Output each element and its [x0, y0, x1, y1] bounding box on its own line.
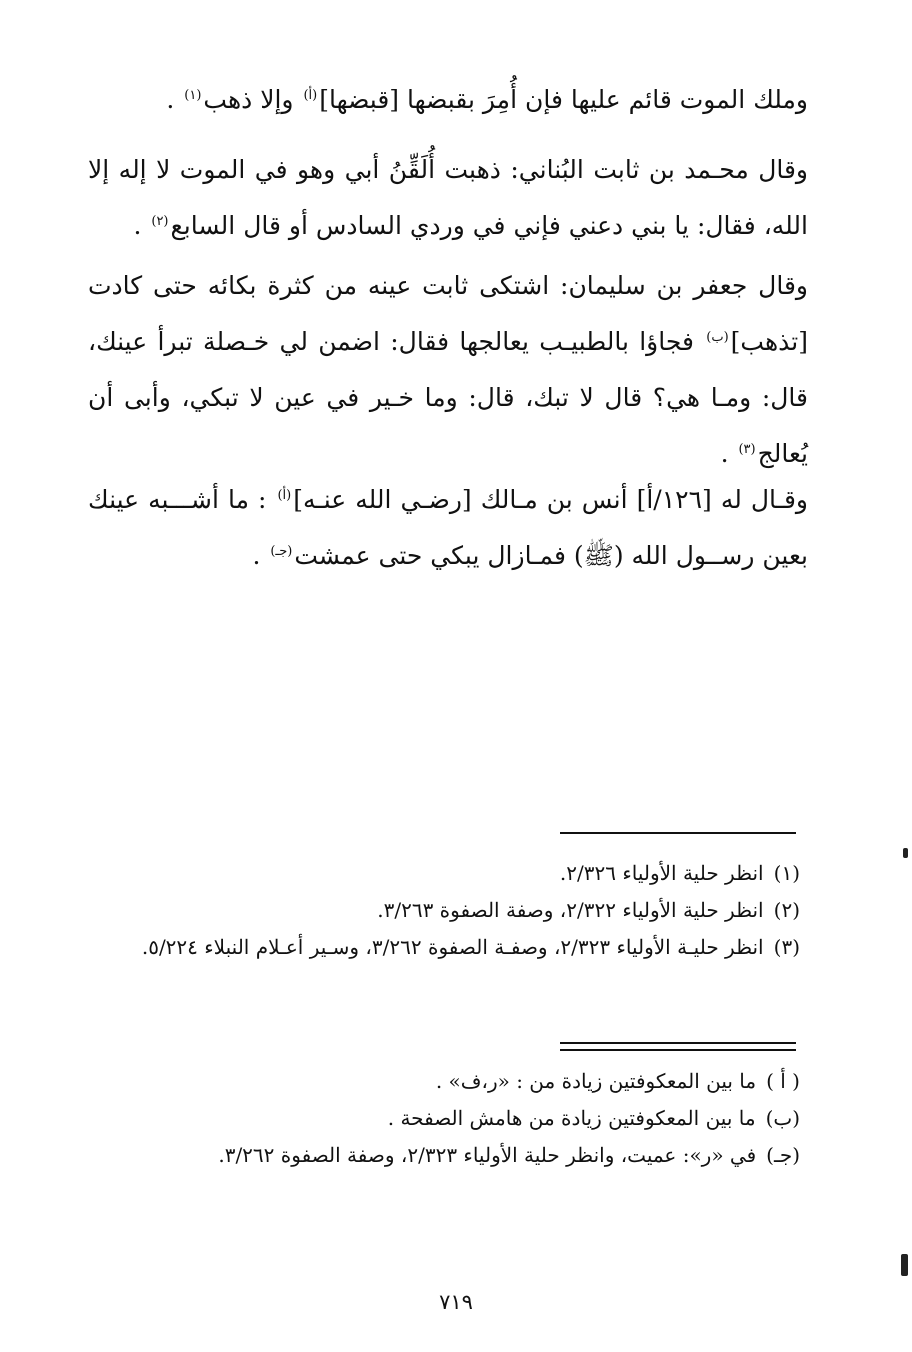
paragraph-1-text-b: وإلا ذهب	[203, 85, 302, 114]
variant-note-letter: (ب)	[765, 1106, 800, 1130]
footnote-1	[84, 855, 800, 892]
footnote-number: (١)	[773, 861, 800, 885]
page-number: ٧١٩	[439, 1290, 473, 1314]
paragraph-3-text-c: .	[720, 439, 737, 468]
footnote-text: انظر حلية الأولياء ٢/٣٢٢، وصفة الصفوة ٣/٢٦٣.	[377, 898, 764, 922]
variant-ref-a-2: (أ)	[277, 487, 292, 503]
footnote-text: انظر حليـة الأولياء ٢/٣٢٣، وصفـة الصفوة ٣/٢٦٢، وسـير أعـلام النبلاء ٥/٢٢٤.	[141, 935, 764, 959]
paragraph-2-text-b: .	[133, 211, 150, 240]
variant-note-a	[84, 1063, 800, 1100]
scan-edge-mark	[903, 848, 908, 858]
paragraph-4-text-a: وقـال له [١٢٦/أ] أنس بن مـالك [رضـي الله عنـه]	[293, 485, 808, 514]
scan-edge-mark	[901, 1254, 908, 1276]
variants-separator-bottom	[560, 1049, 796, 1051]
paragraph-4-text-c: .	[252, 541, 269, 570]
variant-note-text: ما بين المعكوفتين زيادة من هامش الصفحة .	[387, 1106, 756, 1130]
paragraph-1-text	[88, 72, 808, 128]
variant-ref-c: (جـ)	[270, 543, 293, 559]
footnote-ref-3: (٣)	[738, 441, 756, 457]
variant-notes-section	[84, 1063, 800, 1174]
paragraph-3-text	[88, 258, 808, 482]
paragraph-3-text-b: فجاؤا بالطبيـب يعالجها فقال: اضمن لي خـصلة تبرأ عينك، قال: ومـا هي؟ قال لا تبك، قال: وما خـير في عين لا تبكي، وأبى أن يُعالج	[88, 327, 808, 468]
footnote-ref-2: (٢)	[151, 213, 169, 229]
variant-note-b	[84, 1100, 800, 1137]
paragraph-1-text-c: .	[166, 85, 183, 114]
paragraph-1	[88, 72, 808, 128]
footnote-separator	[560, 832, 796, 834]
variant-ref-a: (أ)	[303, 87, 318, 103]
footnote-2	[84, 892, 800, 929]
footnote-number: (٣)	[773, 935, 800, 959]
paragraph-2	[88, 142, 808, 254]
variant-note-text: في «ر»: عميت، وانظر حلية الأولياء ٢/٣٢٣، وصفة الصفوة ٣/٢٦٢.	[218, 1143, 757, 1167]
paragraph-2-text-a: وقال محـمد بن ثابت البُناني: ذهبت أُلَقِّنُ أبي وهو في الموت لا إله إلا الله، فقال: يا بني دعني فإني في وردي السادس أو قال السابع	[88, 155, 808, 240]
variant-note-letter: ( أ )	[766, 1069, 800, 1093]
paragraph-4	[88, 472, 808, 584]
footnote-ref-1: (١)	[184, 87, 202, 103]
variant-note-c	[84, 1137, 800, 1174]
paragraph-1-text-a: وملك الموت قائم عليها فإن أُمِرَ بقبضها [قبضها]	[319, 85, 808, 114]
footnotes-section	[84, 855, 800, 966]
paragraph-4-text-b: : ما أشـــبه عينك بعين رســول الله (ﷺ) فمـازال يبكي حتى عمشت	[88, 485, 808, 570]
variants-separator-top	[560, 1042, 796, 1044]
variant-note-letter: (جـ)	[766, 1143, 800, 1167]
paragraph-4-text	[88, 472, 808, 584]
paragraph-2-text	[88, 142, 808, 254]
paragraph-3	[88, 258, 808, 482]
footnote-text: انظر حلية الأولياء ٢/٣٢٦.	[559, 861, 764, 885]
variant-ref-b: (ب)	[706, 329, 729, 345]
footnote-number: (٢)	[773, 898, 800, 922]
paragraph-3-text-a: وقال جعفر بن سليمان: اشتكى ثابت عينه من كثرة بكائه حتى كادت [تذهب]	[88, 271, 808, 356]
variant-note-text: ما بين المعكوفتين زيادة من : «ر،ف» .	[435, 1069, 757, 1093]
footnote-3	[84, 929, 800, 966]
